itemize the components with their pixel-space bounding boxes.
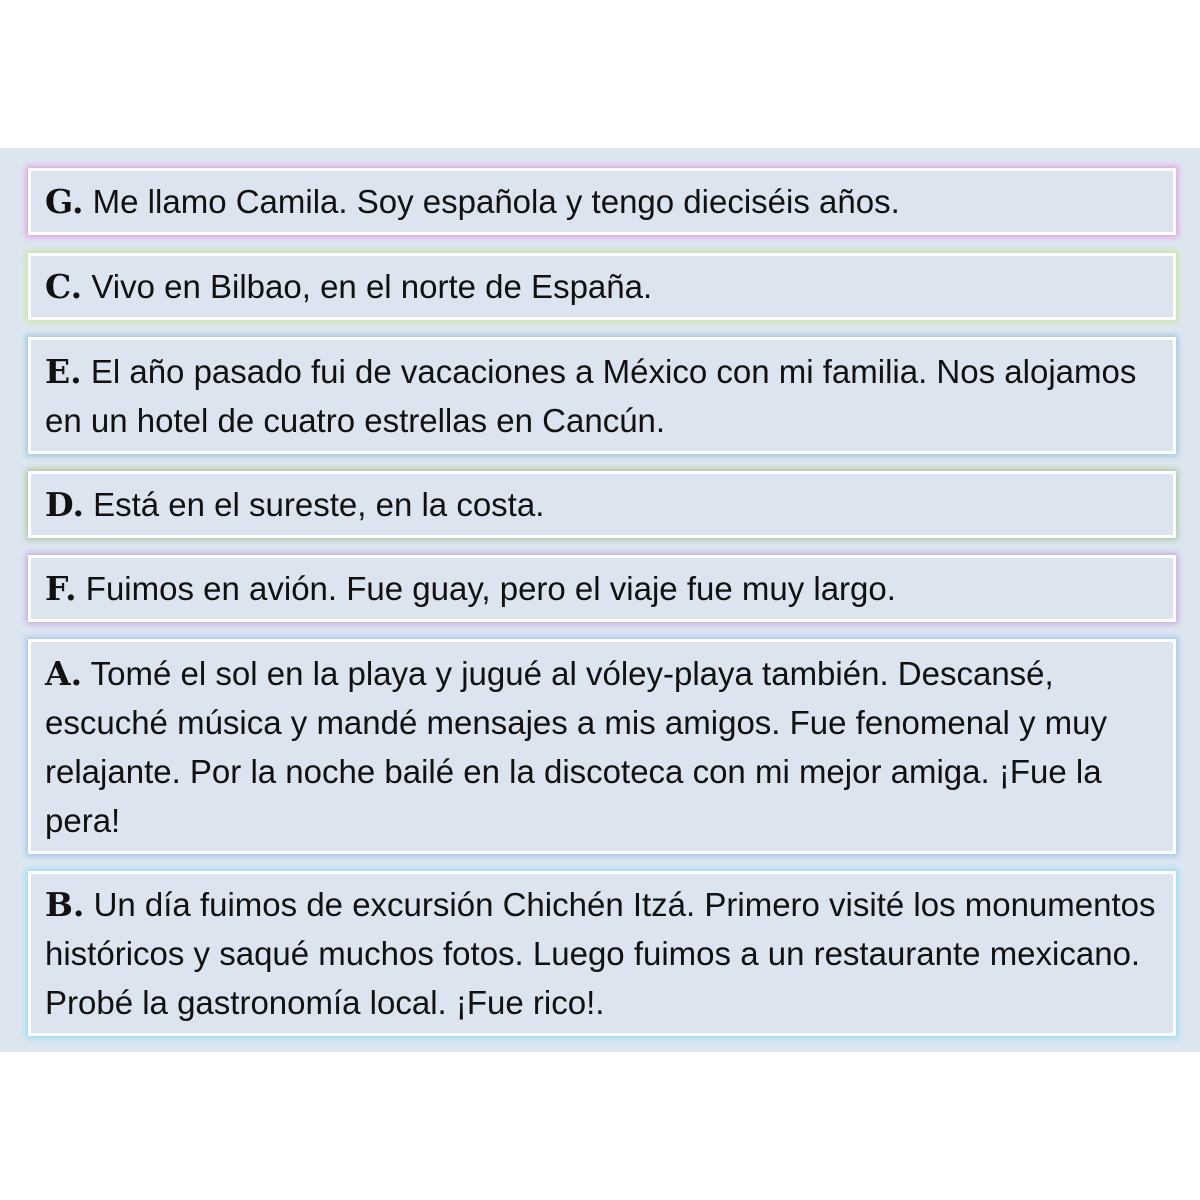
paragraph-e-letter: E. (45, 351, 82, 391)
paragraph-g-content (45, 177, 900, 226)
paragraph-card-d (28, 471, 1176, 538)
paragraph-c-text: Vivo en Bilbao, en el norte de España. (91, 268, 653, 305)
paragraph-d-content (45, 480, 544, 529)
paragraph-f-text: Fuimos en avión. Fue guay, pero el viaje fue muy largo. (85, 570, 896, 607)
paragraph-card-a (28, 639, 1176, 854)
paragraph-e-content (45, 347, 1159, 445)
paragraph-f-letter: F. (45, 569, 77, 608)
paragraph-card-e (28, 337, 1176, 454)
paragraph-d-letter: D. (45, 485, 84, 524)
paragraph-a-text: Tomé el sol en la playa y jugué al vóley-playa también. Descansé, escuché música y mandé mensajes a mis amigos. Fue fenomenal y muy relajante. Por la noche bailé en la discoteca con mi mejor amiga. ¡Fue la pera! (45, 654, 1107, 839)
paragraph-card-g (28, 168, 1176, 235)
paragraph-card-c (28, 253, 1176, 320)
paragraph-card-b (28, 871, 1176, 1036)
paragraph-c-letter: C. (45, 267, 83, 306)
paragraph-f-content (45, 564, 896, 613)
paragraph-a-content (45, 649, 1159, 845)
paragraph-e-text: El año pasado fui de vacaciones a México con mi familia. Nos alojamos en un hotel de cuatro estrellas en Cancún. (45, 352, 1137, 439)
paragraph-g-letter: G. (45, 182, 84, 221)
paragraph-g-text: Me llamo Camila. Soy española y tengo dieciséis años. (92, 183, 900, 220)
paragraph-d-text: Está en el sureste, en la costa. (93, 486, 545, 523)
paragraph-a-letter: A. (45, 653, 83, 693)
paragraph-c-content (45, 262, 652, 311)
paragraph-b-content (45, 880, 1159, 1027)
paragraph-b-letter: B. (45, 885, 85, 924)
paragraph-b-text: Un día fuimos de excursión Chichén Itzá. Primero visité los monumentos históricos y saqué muchos fotos. Luego fuimos a un restaurante mexicano. Probé la gastronomía local. ¡Fue rico!. (45, 886, 1156, 1021)
paragraph-card-f (28, 555, 1176, 622)
